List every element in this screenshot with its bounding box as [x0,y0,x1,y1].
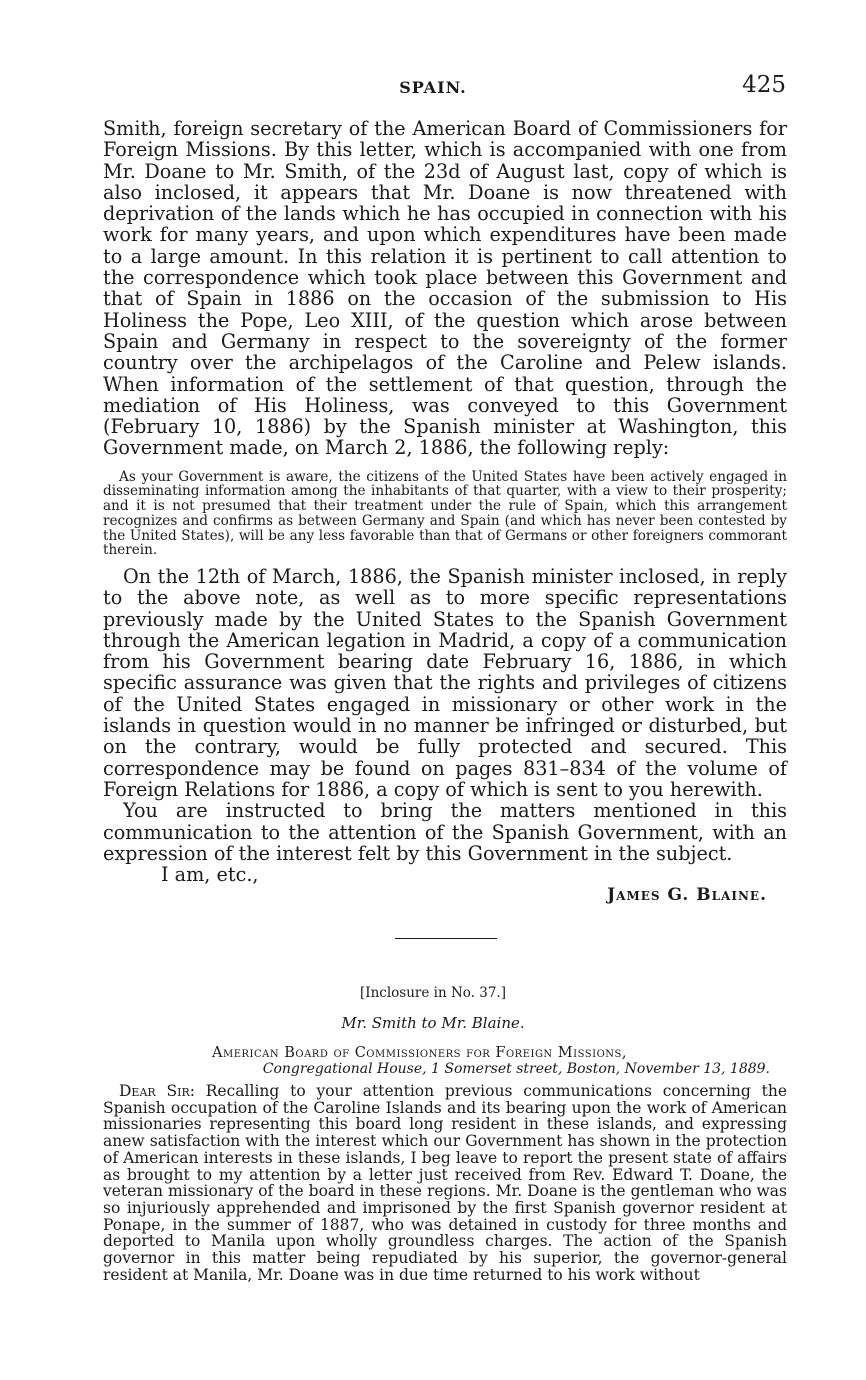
running-head [0,72,866,100]
page-number: 425 [742,72,786,98]
main-text [103,118,787,907]
running-title: SPAIN. [399,78,467,97]
letter-body [103,1083,787,1283]
letter-text: Recalling to your attention previous communications concerning the Spanish occupation of the Caroline Islands and its bearing upon the work of American missionaries representing this board long resident in these islands, and expressing anew satisfaction with the interest which our Government has shown in the protection of American interests in these islands, I beg leave to report the present state of affairs as brought to my attention by a letter just received from Rev. Edward T. Doane, the veteran missionary of the board in these regions. Mr. Doane is the gentleman who was so injuriously apprehended and imprisoned by the first Spanish governor resident at Ponape, in the summer of 1887, who was detained in custody for three months and deported to Manila upon wholly groundless charges. The action of the Spanish governor in this matter being repudiated by his superior, the governor-general resident at Manila, Mr. Doane was in due time returned to his work without [103,1082,787,1284]
paragraph-instructions: You are instructed to bring the matters mentioned in this communication to the attention of the Spanish Government, with an expression of the interest felt by this Government in the subject. [103,799,787,865]
address-line: Congregational House, 1 Somerset street, Boston, November 13, 1889. [262,1061,770,1077]
letter-paragraph [103,1083,787,1283]
section-divider [395,938,497,939]
paragraph-march-12: On the 12th of March, 1886, the Spanish minister inclosed, in reply to the above note, as well as to more specific representations previously made by the United States to the Spanish Government through the American legation in Madrid, a copy of a communication from his Government bearing date February 16, 1886, in which specific assurance was given that the rights and privileges of citizens of the United States engaged in missionary or other work in the islands in question would in no manner be infringed or disturbed, but on the contrary, would be fully protected and secured. This correspondence may be found on pages 831–834 of the volume of Foreign Relations for 1886, a copy of which is sent to you herewith. [103,564,787,801]
organization-line: American Board of Commissioners for Foreign Missions, [212,1045,627,1061]
inclosure-label: [Inclosure in No. 37.] [360,985,506,1001]
paragraph-continued: Smith, foreign secretary of the American Board of Commissioners for Foreign Missions. By this letter, which is accompanied with one from Mr. Doane to Mr. Smith, of the 23d of August last, copy of which is also inclosed, it appears that Mr. Doane is now threatened with deprivation of the lands which he has occupied in connection with his work for many years, and upon which expenditures have been made to a large amount. In this relation it is pertinent to call attention to the correspondence which took place between this Government and that of Spain in 1886 on the occasion of the submission to His Holiness the Pope, Leo XIII, of the question which arose between Spain and Germany in respect to the sovereignty of the former country over the archipelagos of the Caroline and Pelew islands. When information of the settlement of that question, through the mediation of His Holiness, was conveyed to this Government (February 10, 1886) by the Spanish minister at Washington, this Government made, on March 2, 1886, the following reply: [103,117,787,460]
closing: I am, etc., [161,863,259,887]
letter-title: Mr. Smith to Mr. Blaine. [341,1014,525,1032]
signature: James G. Blaine. [607,885,767,906]
block-quote: As your Government is aware, the citizens of the United States have been actively engaged in disseminating information among the inhabitants of that quarter, with a view to their prosperity; and it is not presumed that their treatment under the rule of Spain, which this arrangement recognizes and confirms as between Germany and Spain (and which has never been contested by the United States), will be any less favorable than that of Germans or other foreigners commorant therein. [103,468,787,559]
salutation: Dear Sir: [119,1082,195,1100]
